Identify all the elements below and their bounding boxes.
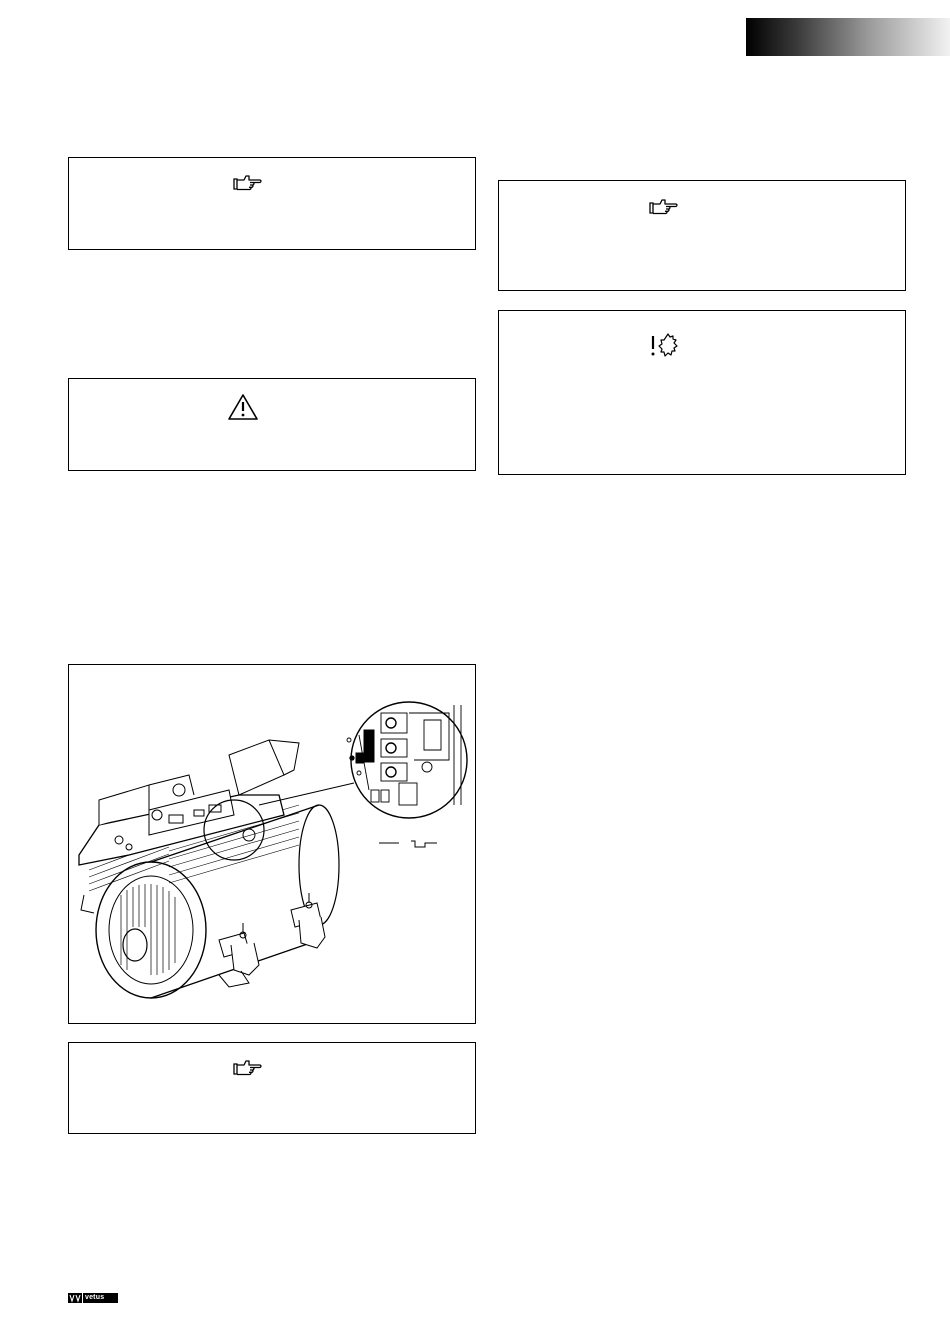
motor-figure <box>68 664 476 1024</box>
motor-controller-illustration <box>69 665 476 1024</box>
note-box <box>68 1042 476 1134</box>
pointing-hand-icon <box>649 198 679 216</box>
caution-box <box>498 310 906 475</box>
note-box <box>68 157 476 250</box>
gear-exclamation-icon <box>649 333 681 359</box>
warning-box <box>68 378 476 471</box>
pointing-hand-icon <box>233 174 263 192</box>
warning-triangle-icon <box>227 393 259 421</box>
chapter-tab <box>746 18 950 56</box>
note-box <box>498 180 906 291</box>
pointing-hand-icon <box>233 1059 263 1077</box>
logo-text: vetus <box>85 1294 105 1301</box>
